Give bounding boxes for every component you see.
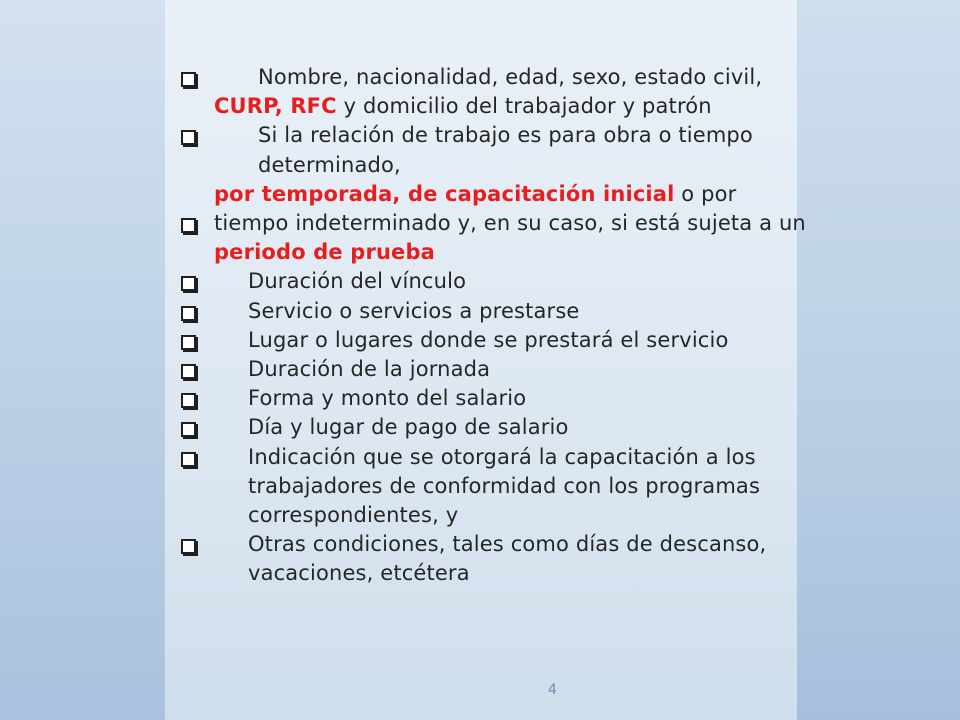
list-item [180,267,820,296]
page-number: 4 [548,682,557,698]
item-text-tail: o por [674,181,737,206]
list-item [180,63,820,121]
checkbox-bullet-icon [181,276,196,291]
checkbox-bullet-icon [181,218,196,233]
item-text: Duración de la jornada [248,357,491,382]
background-left [0,0,165,720]
checkbox-bullet-icon [181,393,196,408]
checkbox-bullet-icon [181,335,196,350]
list-item [180,297,820,326]
item-text: Si la relación de trabajo es para obra o tiempo determinado, [258,123,753,177]
list-item [180,530,820,588]
item-text: Duración del vínculo [248,269,467,294]
highlight-text: por temporada, de capacitación inicial [214,181,675,206]
item-text: Servicio o servicios a prestarse [248,298,580,323]
item-text-tail: y domicilio del trabajador y patrón [336,94,712,119]
background-right [797,0,960,720]
checkbox-bullet-icon [181,422,196,437]
checkbox-bullet-icon [181,364,196,379]
item-text: Lugar o lugares donde se prestará el servicio [248,327,729,352]
list-item [180,121,820,209]
highlight-text: CURP, RFC [214,94,337,119]
item-text: Forma y monto del salario [248,386,527,411]
item-text: tiempo indeterminado y, en su caso, si está sujeta a un [214,211,806,236]
item-text: Nombre, nacionalidad, edad, sexo, estado civil, [258,65,763,89]
checkbox-bullet-icon [181,72,196,87]
requirements-list [180,63,820,589]
checkbox-bullet-icon [181,130,196,145]
checkbox-bullet-icon [181,452,196,467]
list-item [180,384,820,413]
list-item [180,209,820,267]
list-item [180,355,820,384]
checkbox-bullet-icon [181,539,196,554]
list-item [180,413,820,442]
item-text: Día y lugar de pago de salario [248,415,569,440]
list-item [180,443,820,531]
list-item [180,326,820,355]
item-text: Indicación que se otorgará la capacitación a los trabajadores de conformidad con los programas correspondientes, y [248,444,761,528]
checkbox-bullet-icon [181,306,196,321]
item-text: Otras condiciones, tales como días de descanso, vacaciones, etcétera [248,532,767,586]
highlight-text: periodo de prueba [214,240,435,265]
